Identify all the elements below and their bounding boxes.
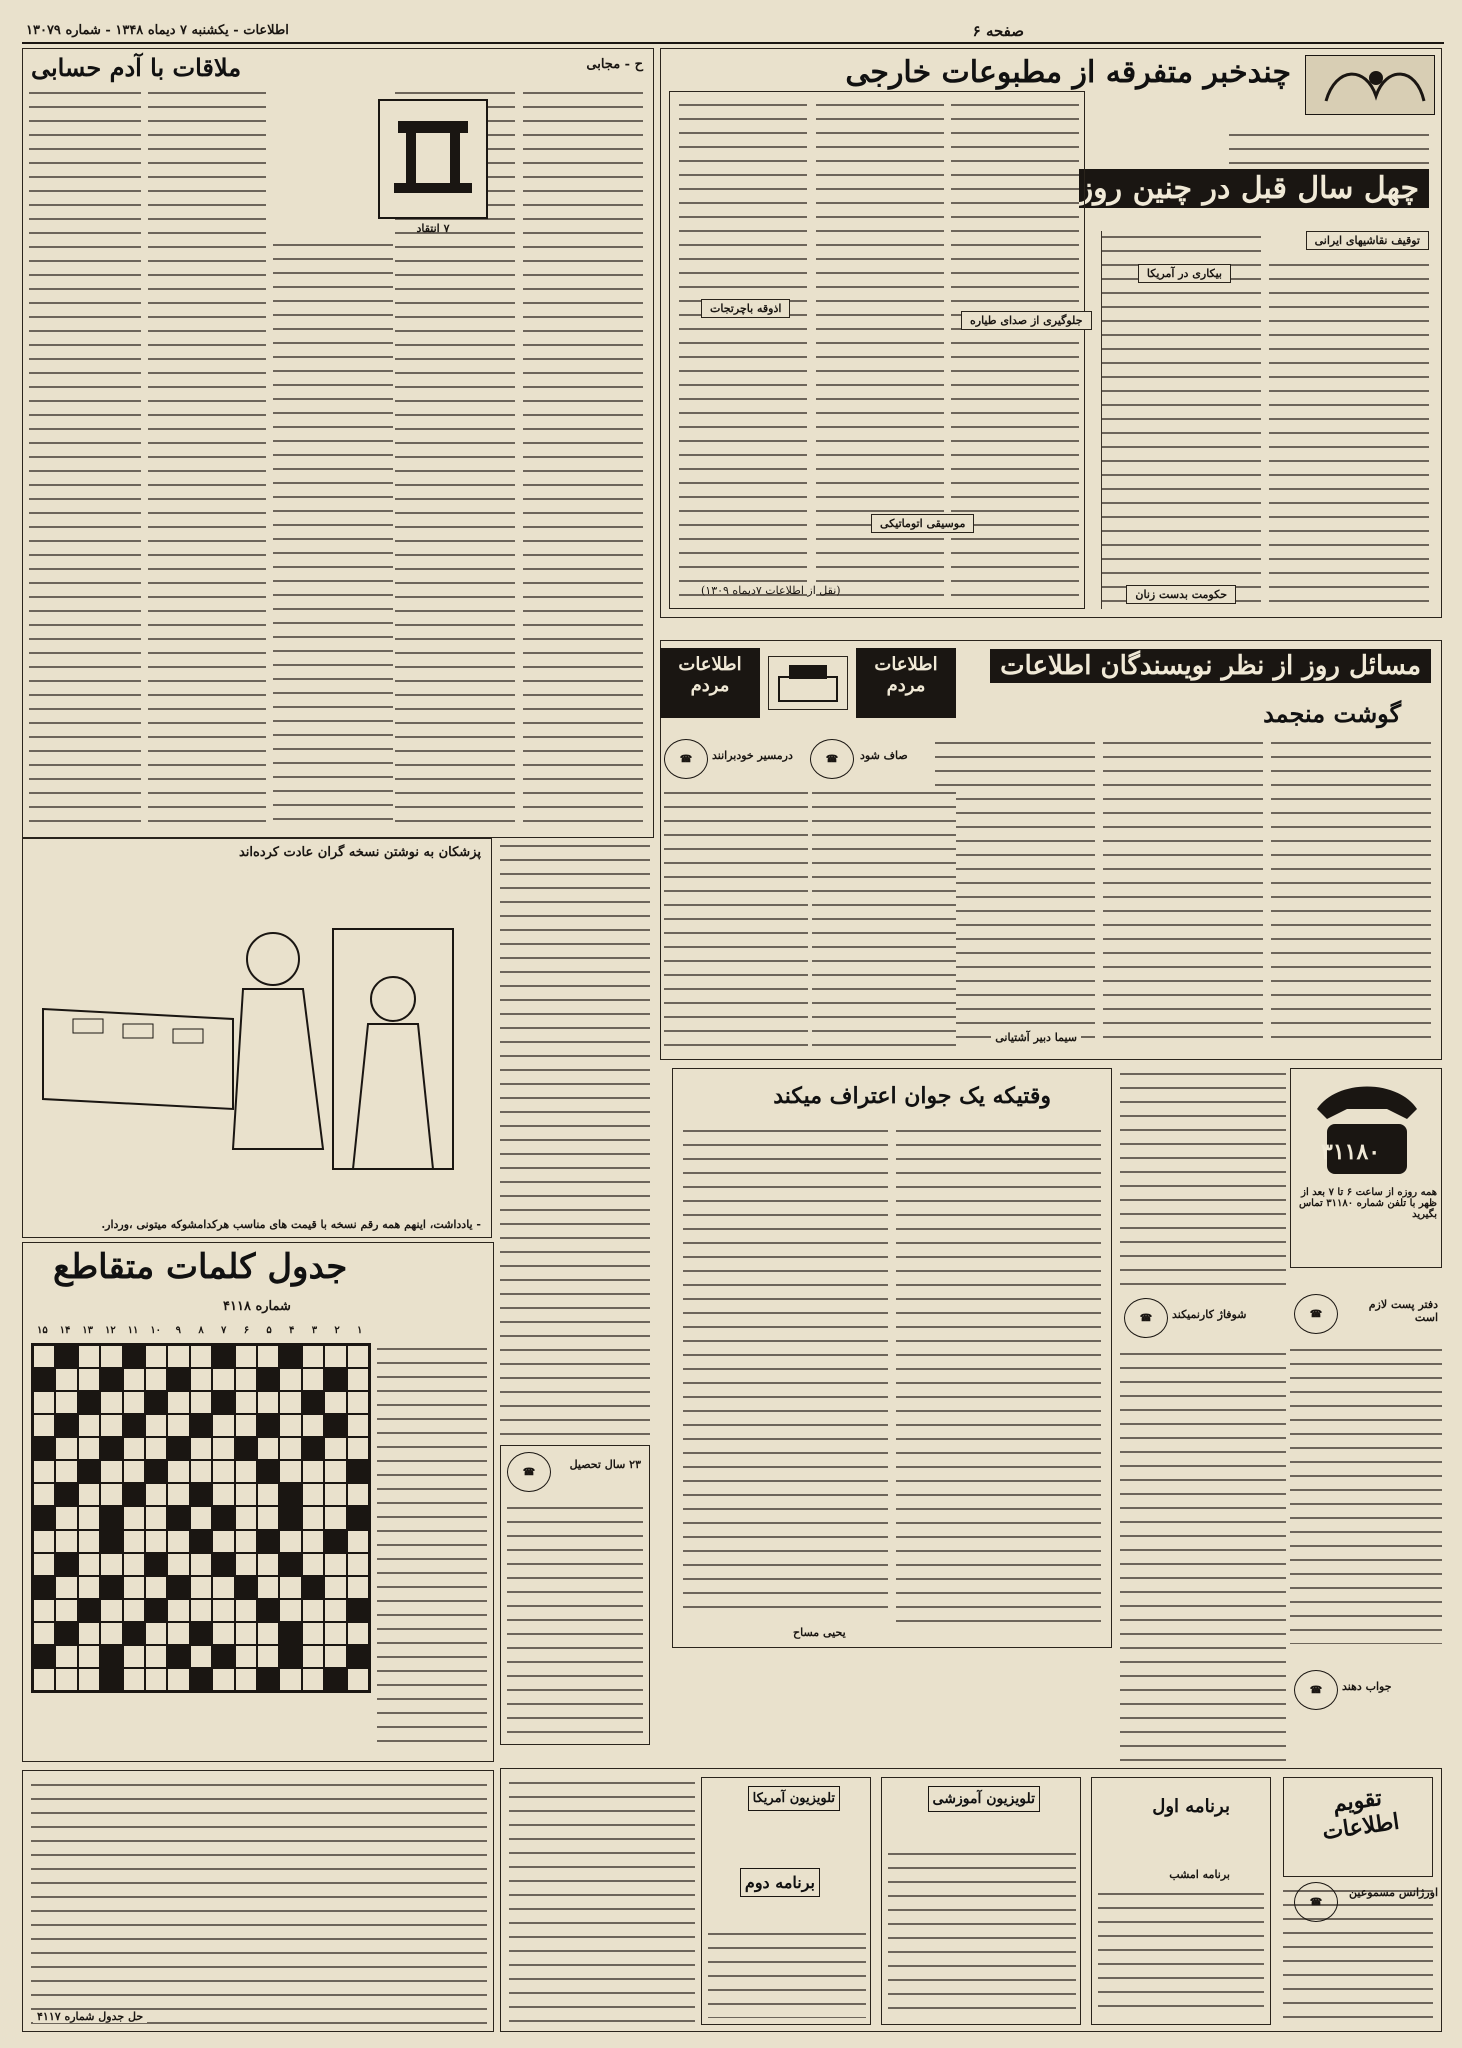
masthead: [22, 20, 1444, 44]
grid-number: ۶: [243, 1325, 250, 1336]
grid-number: ۹: [175, 1325, 182, 1336]
reader-right-col-1: [1120, 1068, 1286, 1288]
phone-bubble-icon: ☎: [1294, 1670, 1338, 1710]
foreign-press-box: [660, 48, 1442, 618]
foreign-press-sub1: جلوگیری از صدای طیاره: [961, 311, 1092, 330]
forty-years-col-2: [1101, 231, 1261, 609]
reader-items-far-right: [1290, 1290, 1442, 1768]
problems-byline: سیما دبیر آشتیانی: [991, 1031, 1081, 1044]
readers-logo-left: [660, 648, 760, 718]
phone-caption: همه روزه از ساعت ۶ تا ۷ بعد از ظهر با تلفن شماره ۳۱۱۸۰ تماس بگیرید: [1298, 1187, 1437, 1220]
problems-title: مسائل روز از نظر نویسندگان اطلاعات: [990, 649, 1431, 683]
grid-number: ۷: [221, 1325, 227, 1336]
phone-promo-box: [1290, 1068, 1442, 1268]
typewriter-icon: [769, 657, 847, 709]
meetings-col-3: [273, 239, 393, 829]
foreign-press-sub3: موسیقی اتوماتیکی: [871, 514, 974, 533]
crossword-grid[interactable]: [31, 1343, 371, 1693]
crossword-box: [22, 1242, 494, 1762]
header-line: اطلاعات - یکشنبه ۷ دیماه ۱۳۴۸ - شماره ۱۳۰۷۹: [26, 23, 289, 38]
reader-letters-col-2: [812, 787, 956, 1052]
program2-box: [701, 1777, 871, 2025]
grid-number: ۲: [334, 1325, 340, 1336]
grid-number: ۱: [357, 1325, 363, 1336]
reader-far-right-col: [1290, 1344, 1442, 1644]
confession-title: وقتیکه یک جوان اعتراف میکند: [773, 1083, 1051, 1109]
reader-item-label: جواب دهند: [1342, 1680, 1392, 1693]
phone-bubble-icon: ☎: [507, 1452, 551, 1492]
phone-bubble-icon: ☎: [664, 739, 708, 779]
education-title: ۲۳ سال تحصیل: [569, 1458, 641, 1471]
reader-item-label: شوفاژ کارنمیکند: [1172, 1308, 1247, 1321]
program1-title: برنامه اول: [1152, 1796, 1230, 1817]
forty-years-title: چهل سال قبل در چنین روز: [1069, 169, 1429, 208]
phone-bubble-icon: ☎: [1294, 1294, 1338, 1334]
foreign-press-sub2: اذوقه باچرتجات: [701, 299, 790, 318]
meetings-logo: [378, 99, 488, 235]
reader-item-label: اورژانس مسموعین: [1349, 1886, 1438, 1899]
education-text: [507, 1502, 643, 1738]
solution-text: [31, 1779, 487, 2025]
meetings-title: ملاقات با آدم حسابی: [31, 53, 242, 82]
readers-logo-right: [856, 648, 956, 718]
grid-number: ۴: [289, 1325, 295, 1336]
reader-letters-col-1: [664, 787, 808, 1052]
crossword-title: جدول کلمات متقاطع: [53, 1247, 348, 1287]
confession-byline: یحیی مساح: [793, 1626, 846, 1639]
page-label: صفحه ۶: [972, 22, 1024, 40]
forty-years-col-1: [1269, 259, 1429, 609]
crossword-clues: [377, 1343, 487, 1753]
program1-tonight: برنامه امشب: [1169, 1868, 1230, 1881]
problems-col-1: [1271, 737, 1431, 1047]
grid-number: ۱۲: [104, 1325, 116, 1336]
tv-left-col: [509, 1777, 695, 2025]
cartoon-caption: پزشکان به نوشتن نسخه گران عادت کرده‌اند: [238, 845, 481, 860]
grid-number: ۱۰: [150, 1325, 162, 1336]
reader-item-label: دفتر پست لازم است: [1368, 1298, 1438, 1324]
tv-label: تلویزیون آموزشی: [928, 1786, 1040, 1812]
solution-box: [22, 1770, 494, 2032]
reader-letters-box: [660, 735, 960, 1060]
meetings-col-1: [523, 87, 643, 827]
reader-emergency: [1290, 1878, 1442, 2028]
tv-label-2: تلویزیون آمریکا: [748, 1786, 840, 1811]
solution-label: حل جدول شماره ۴۱۱۷: [33, 2010, 147, 2023]
education-item: [500, 1445, 650, 1745]
program1-list: [1098, 1888, 1264, 2018]
readers-logo-bottom: مردم: [690, 675, 730, 696]
grid-number: ۱۳: [82, 1325, 94, 1336]
phone-number: ۳۱۱۸۰: [1321, 1139, 1381, 1165]
old-article-col-3: [679, 99, 807, 599]
grid-number: ۱۴: [59, 1325, 71, 1336]
program1-box: [1091, 1777, 1271, 2025]
program-edu-list: [888, 1848, 1076, 2018]
calendar-box: [1283, 1777, 1433, 1877]
problems-col-2: [1103, 737, 1263, 1047]
middle-col-continuation: [500, 840, 650, 1440]
reader-item-label: درمسیر خودبرانند: [712, 749, 793, 762]
crossword-col-numbers: [31, 1325, 371, 1336]
readers-logo-top-2: اطلاعات: [874, 654, 938, 675]
reader-items-right: [1120, 1068, 1286, 1768]
grid-number: ۸: [198, 1325, 204, 1336]
doctor-cartoon-icon: [33, 869, 483, 1189]
forty-years-sub1: توقیف نقاشیهای ایرانی: [1306, 231, 1429, 250]
gavel-icon: [380, 101, 486, 217]
forty-years-sub2: بیکاری در آمریکا: [1138, 264, 1231, 283]
grid-number: ۳: [311, 1325, 318, 1336]
phone-bubble-icon: ☎: [1294, 1882, 1338, 1922]
confession-box: [672, 1068, 1112, 1648]
reader-item-label: صاف شود: [860, 749, 908, 762]
meetings-byline: ح - مجابی: [586, 57, 643, 72]
confession-col-1: [896, 1125, 1101, 1625]
grid-number: ۵: [266, 1325, 272, 1336]
foreign-press-title: چندخبر متفرقه از مطبوعات خارجی: [845, 55, 1291, 90]
foreign-press-logo: [1305, 55, 1435, 115]
program2-title: برنامه دوم: [740, 1868, 820, 1897]
flower-emblem-icon: [1306, 56, 1434, 114]
problems-article-title: گوشت منجمد: [1263, 699, 1401, 728]
foreign-press-footnote: (نقل از اطلاعات ۷دیماه ۱۳۰۹): [701, 584, 841, 597]
phone-bubble-icon: ☎: [1124, 1298, 1168, 1338]
readers-logo-box: [660, 648, 960, 726]
program-edu-box: [881, 1777, 1081, 2025]
grid-number: ۱۵: [36, 1325, 48, 1336]
cartoon-note: - یادداشت، اینهم همه رقم نسخه با قیمت های مناسب هرکدامشوکه میتونی ،وردار.: [101, 1218, 481, 1231]
readers-logo-bottom-2: مردم: [886, 675, 926, 696]
readers-logo-mid: [768, 656, 848, 710]
forty-years-sub3: حکومت بدست زنان: [1126, 585, 1236, 604]
meetings-logo-text: ۷ انتقاد: [416, 222, 450, 235]
cartoon-box: [22, 838, 492, 1238]
readers-logo-top: اطلاعات: [678, 654, 742, 675]
program2-list: [708, 1928, 866, 2018]
confession-col-2: [683, 1125, 888, 1615]
meetings-col-4: [148, 87, 266, 827]
reader-right-col-2: [1120, 1348, 1286, 1768]
phone-bubble-icon: ☎: [810, 739, 854, 779]
grid-number: ۱۱: [127, 1325, 139, 1336]
crossword-number: شماره ۴۱۱۸: [223, 1299, 291, 1314]
meetings-box: [22, 48, 654, 838]
meetings-col-5: [29, 87, 141, 827]
calendar-title: تقویم اطلاعات: [1320, 1784, 1401, 1846]
